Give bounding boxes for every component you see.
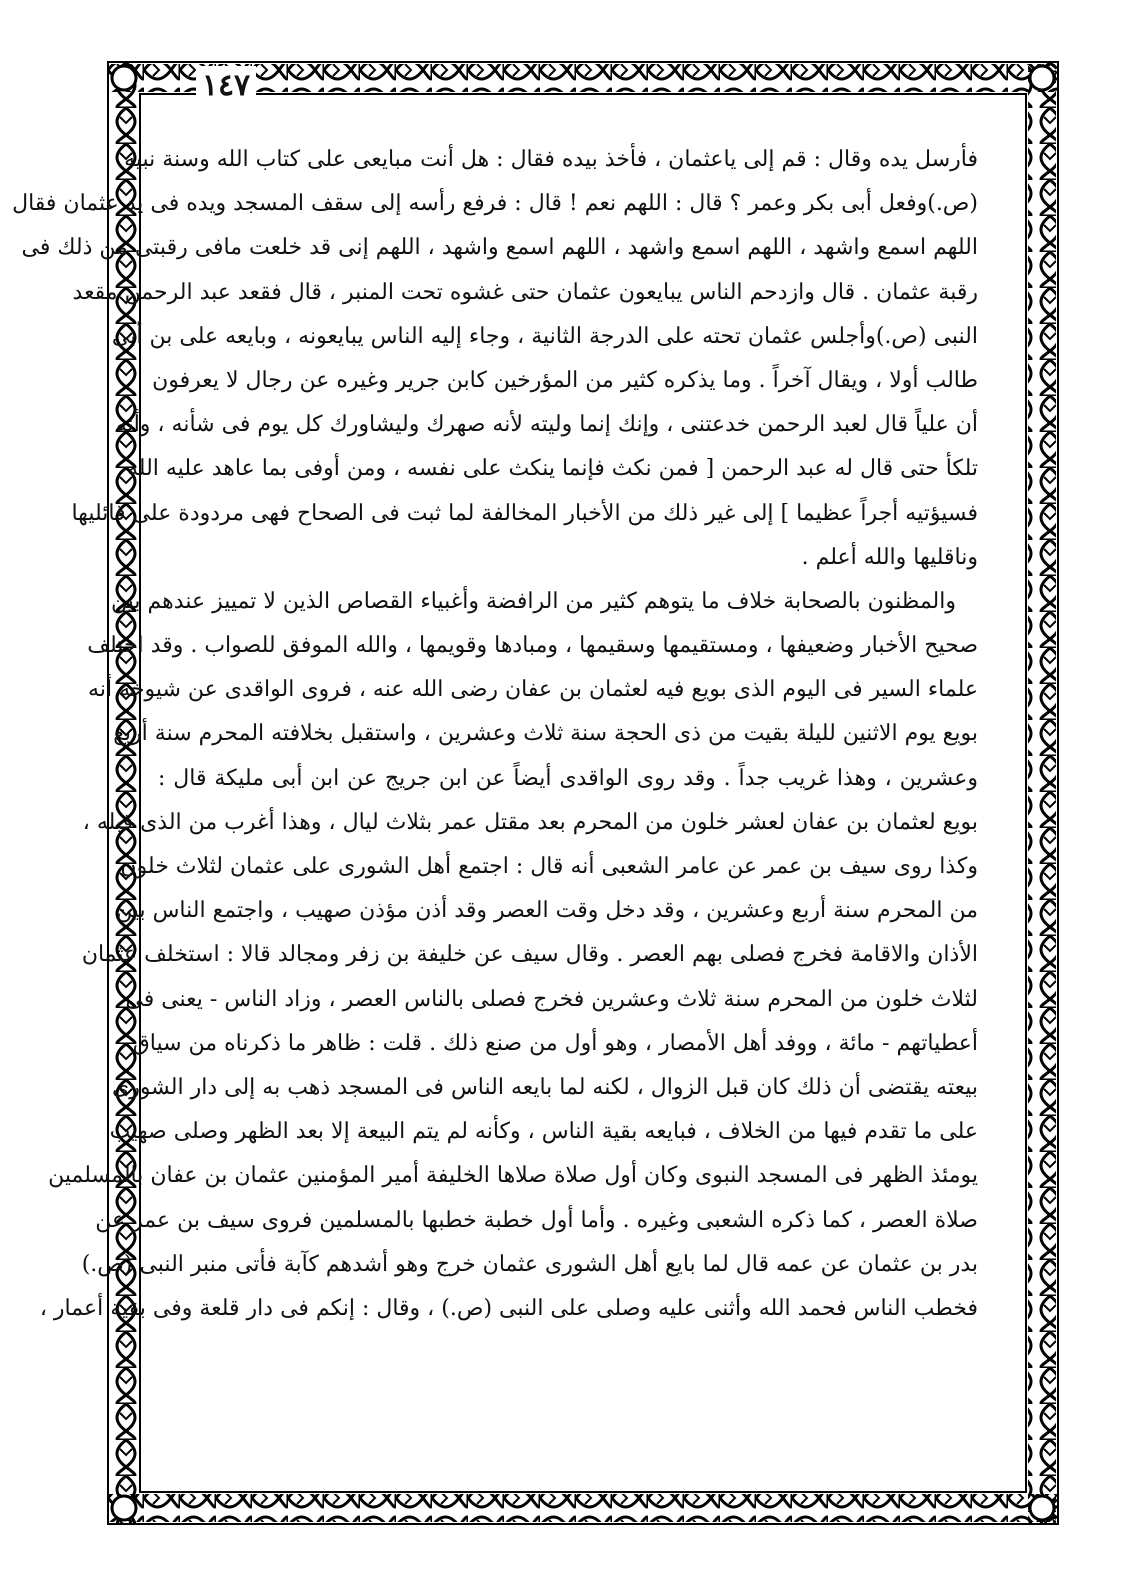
text-line: فسيؤتيه أجراً عظيما ] إلى غير ذلك من الأخبار المخالفة لما ثبت فى الصحاح فهى مردودة على قائليها xyxy=(71,500,978,526)
text-line: وناقليها والله أعلم . xyxy=(801,544,978,570)
text-line: وكذا روى سيف بن عمر عن عامر الشعبى أنه قال : اجتمع أهل الشورى على عثمان لثلاث خلون xyxy=(120,854,978,879)
text-line: يومئذ الظهر فى المسجد النبوى وكان أول صلاة صلاها الخليفة أمير المؤمنين عثمان بن عفان بالمسلمين xyxy=(48,1163,978,1189)
text-line: فأرسل يده وقال : قم إلى ياعثمان ، فأخذ بيده فقال : هل أنت مبايعى على كتاب الله وسنة نبيه xyxy=(124,147,978,172)
text-line: بويع لعثمان بن عفان لعشر خلون من المحرم بعد مقتل عمر بثلاث ليال ، وهذا أغرب من الذى قبله ، xyxy=(82,809,978,835)
text-line: بيعته يقتضى أن ذلك كان قبل الزوال ، لكنه لما بايعه الناس فى المسجد ذهب به إلى دار الشورى xyxy=(111,1074,978,1100)
text-line: من المحرم سنة أربع وعشرين ، وقد دخل وقت العصر وقد أذن مؤذن صهيب ، واجتمع الناس بين xyxy=(116,898,978,924)
text-line: لثلاث خلون من المحرم سنة ثلاث وعشرين فخرج فصلى بالناس العصر ، وزاد الناس - يعنى فى xyxy=(125,986,978,1012)
text-line: بدر بن عثمان عن عمه قال لما بايع أهل الشورى عثمان خرج وهو أشدهم كآبة فأتى منبر النبى (ص.) xyxy=(81,1251,978,1277)
text-line: أن علياً قال لعبد الرحمن خدعتنى ، وإنك إنما وليته لأنه صهرك وليشاورك كل يوم فى شأنه ، وأنه xyxy=(115,412,978,438)
text-line: اللهم اسمع واشهد ، اللهم اسمع واشهد ، اللهم اسمع واشهد ، اللهم إنى قد خلعت مافى رقبتى من ذلك فى xyxy=(21,235,978,261)
text-line: رقبة عثمان . قال وازدحم الناس يبايعون عثمان حتى غشوه تحت المنبر ، قال فقعد عبد الرحمن مقعد xyxy=(72,279,978,305)
text-line: على ما تقدم فيها من الخلاف ، فبايعه بقية الناس ، وكأنه لم يتم البيعة إلا بعد الظهر وصلى صهيب xyxy=(109,1119,978,1145)
text-line: (ص.)وفعل أبى بكر وعمر ؟ قال : اللهم نعم ! قال : فرفع رأسه إلى سقف المسجد ويده فى يد عثمان فقال xyxy=(12,191,978,217)
text-line: والمظنون بالصحابة خلاف ما يتوهم كثير من الرافضة وأغبياء القصاص الذين لا تمييز عندهم بين xyxy=(111,588,956,614)
text-line: الأذان والاقامة فخرج فصلى بهم العصر . وقال سيف عن خليفة بن زفر ومجالد قالا : استخلف عثمان xyxy=(81,942,978,968)
text-line: طالب أولا ، ويقال آخراً . وما يذكره كثير من المؤرخين كابن جرير وغيره عن رجال لا يعرفون xyxy=(152,367,978,393)
text-line: صلاة العصر ، كما ذكره الشعبى وغيره . وأما أول خطبة خطبها بالمسلمين فروى سيف بن عمر عن xyxy=(95,1207,978,1233)
text-line: فخطب الناس فحمد الله وأثنى عليه وصلى على النبى (ص.) ، وقال : إنكم فى دار قلعة وفى بقية أعمار ، xyxy=(39,1295,978,1321)
text-line: تلكأ حتى قال له عبد الرحمن [ فمن نكث فإنما ينكث على نفسه ، ومن أوفى بما عاهد عليه الله xyxy=(127,456,978,482)
text-line: النبى (ص.)وأجلس عثمان تحته على الدرجة الثانية ، وجاء إليه الناس يبايعونه ، وبايعه على بن أبى xyxy=(111,323,978,349)
text-line: وعشرين ، وهذا غريب جداً . وقد روى الواقدى أيضاً عن ابن جريج عن ابن أبى مليكة قال : xyxy=(158,765,978,791)
text-line: صحيح الأخبار وضعيفها ، ومستقيمها وسقيمها ، ومبادها وقويمها ، والله الموفق للصواب . وقد اختلف xyxy=(87,633,978,659)
text-line: بويع يوم الاثنين لليلة بقيت من ذى الحجة سنة ثلاث وعشرين ، واستقبل بخلافته المحرم سنة أربع xyxy=(113,721,978,747)
page-number: ١٤٧ xyxy=(196,66,256,106)
text-line: أعطياتهم - مائة ، ووفد أهل الأمصار ، وهو أول من صنع ذلك . قلت : ظاهر ما ذكرناه من سياق xyxy=(132,1030,978,1056)
text-line: علماء السير فى اليوم الذى بويع فيه لعثمان بن عفان رضى الله عنه ، فروى الواقدى عن شيوخه أنه xyxy=(88,677,978,703)
body-text xyxy=(12,138,978,1498)
